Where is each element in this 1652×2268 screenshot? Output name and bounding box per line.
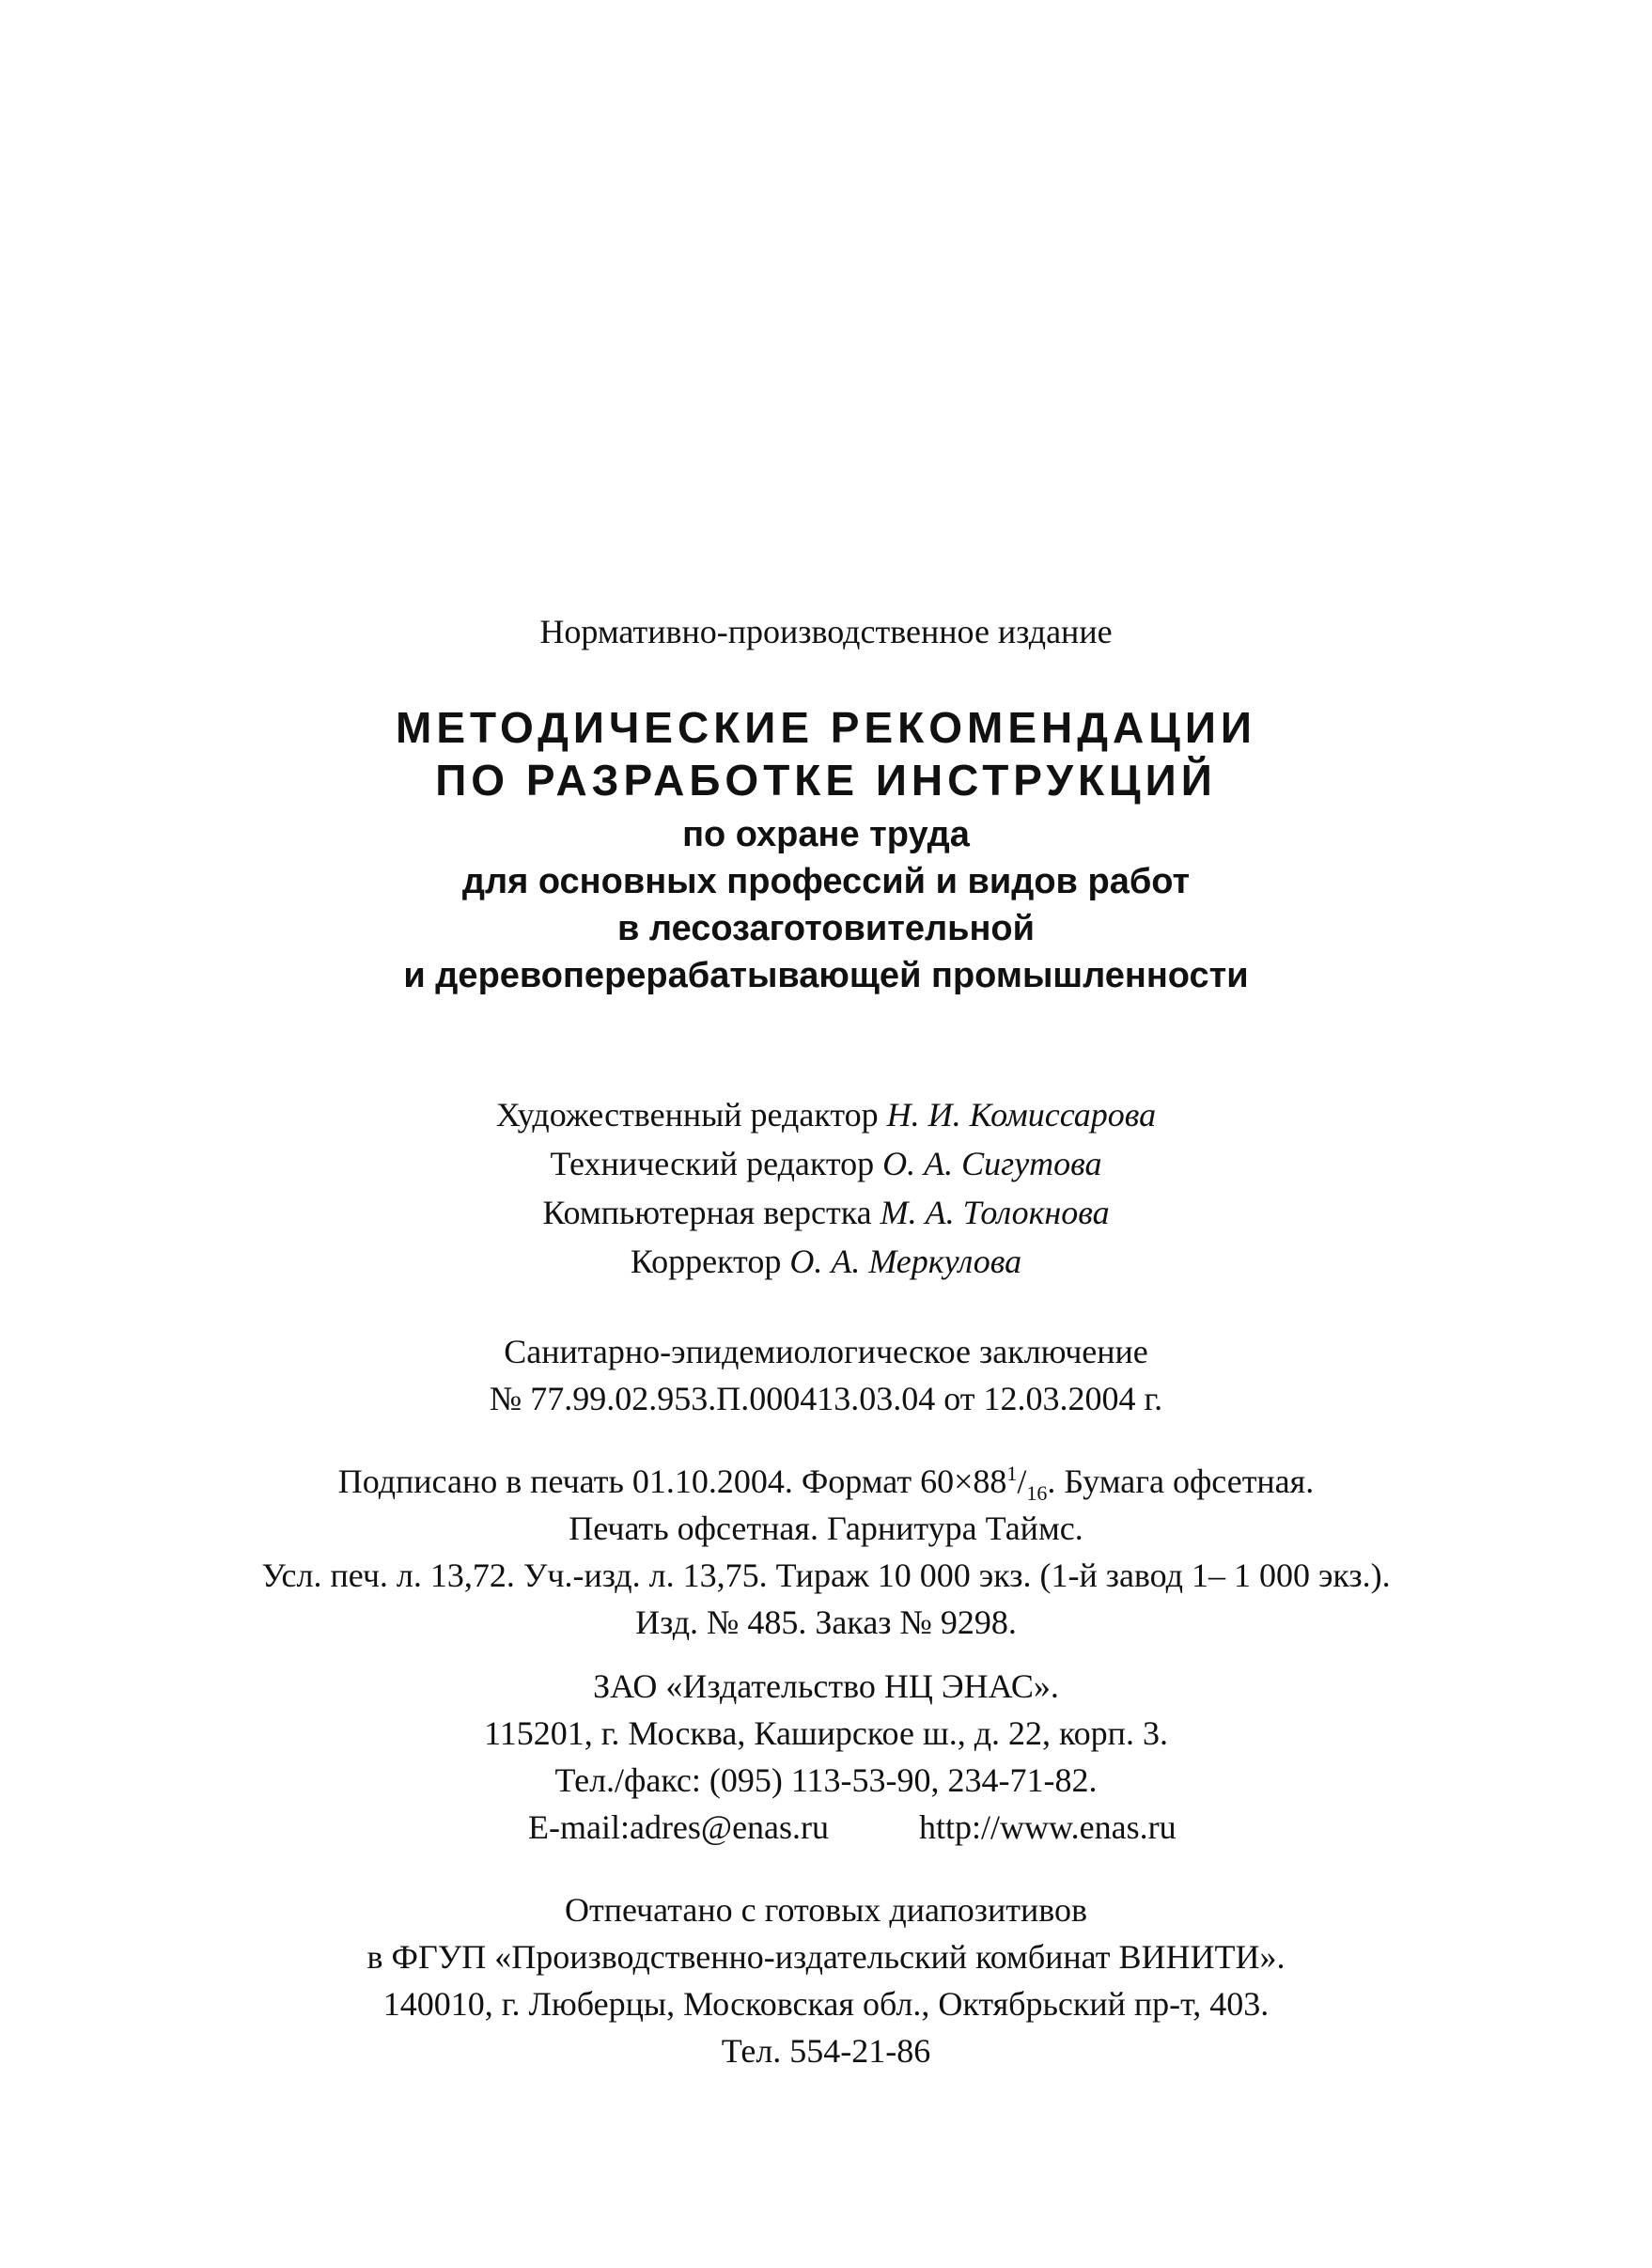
print-info-line-1: Подписано в печать 01.10.2004. Формат $60\times 88^1/_{16}$. Бумага офсетная. bbox=[337, 1462, 1315, 1506]
signed-suffix: . Бумага офсетная. bbox=[1047, 1462, 1315, 1500]
credit-layout bbox=[0, 1192, 1652, 1233]
title-line-3: по охране труда bbox=[682, 815, 970, 854]
printer-line-4: Тел. 554-21-86 bbox=[721, 2032, 931, 2070]
publisher-address: 115201, г. Москва, Каширское ш., д. 22, корп. 3. bbox=[484, 1714, 1168, 1752]
credit-role: Технический редактор bbox=[550, 1145, 875, 1182]
title-line-4: для основных профессий и видов работ bbox=[461, 862, 1191, 901]
title-line-6: и деревоперерабатывающей промышленности bbox=[403, 956, 1249, 995]
format-subscript: 16 bbox=[1026, 1481, 1048, 1506]
credit-role: Компьютерная верстка bbox=[542, 1194, 872, 1231]
print-info-line-3: Усл. печ. л. 13,72. Уч.-изд. л. 13,75. Тираж 10 000 экз. (1-й завод 1– 1 000 экз.). bbox=[261, 1556, 1391, 1594]
format-superscript: 1 bbox=[1006, 1462, 1018, 1485]
printer-line-1: Отпечатано с готовых диапозитивов bbox=[564, 1891, 1088, 1929]
publisher-website: http://www.enas.ru bbox=[919, 1808, 1177, 1846]
publisher-email: E-mail:adres@enas.ru bbox=[528, 1808, 830, 1846]
title-line-2: ПО РАЗРАБОТКЕ ИНСТРУКЦИЙ bbox=[435, 756, 1217, 805]
publication-type: Нормативно-производственное издание bbox=[539, 613, 1113, 650]
credit-art-editor bbox=[0, 1094, 1652, 1135]
credit-person: О. А. Сигутова bbox=[882, 1145, 1102, 1182]
credit-person: М. А. Толокнова bbox=[880, 1194, 1110, 1231]
credit-role: Художественный редактор bbox=[495, 1096, 879, 1134]
sanitary-line-1: Санитарно-эпидемиологическое заключение bbox=[504, 1333, 1148, 1370]
credit-person: О. А. Меркулова bbox=[789, 1243, 1022, 1280]
publisher-phone: Тел./факс: (095) 113-53-90, 234-71-82. bbox=[554, 1761, 1098, 1799]
printer-line-2: в ФГУП «Производственно-издательский комбинат ВИНИТИ». bbox=[366, 1938, 1286, 1976]
print-info-line-4: Изд. № 485. Заказ № 9298. bbox=[635, 1603, 1017, 1641]
publisher-name: ЗАО «Издательство НЦ ЭНАС». bbox=[593, 1667, 1059, 1705]
title-line-1: МЕТОДИЧЕСКИЕ РЕКОМЕНДАЦИИ bbox=[396, 703, 1256, 752]
signed-prefix: Подписано в печать 01.10.2004. Формат 60×88 bbox=[337, 1462, 1007, 1500]
credit-role: Корректор bbox=[630, 1243, 782, 1280]
credit-person: Н. И. Комиссарова bbox=[886, 1096, 1157, 1134]
sanitary-line-2: № 77.99.02.953.П.000413.03.04 от 12.03.2004 г. bbox=[489, 1380, 1163, 1417]
printer-line-3: 140010, г. Люберцы, Московская обл., Октябрьский пр-т, 403. bbox=[382, 1985, 1270, 2023]
credit-proofreader bbox=[0, 1241, 1652, 1282]
title-line-5: в лесозаготовительной bbox=[617, 909, 1035, 948]
print-info-line-2: Печать офсетная. Гарнитура Таймс. bbox=[569, 1509, 1083, 1547]
credit-technical-editor bbox=[0, 1143, 1652, 1184]
